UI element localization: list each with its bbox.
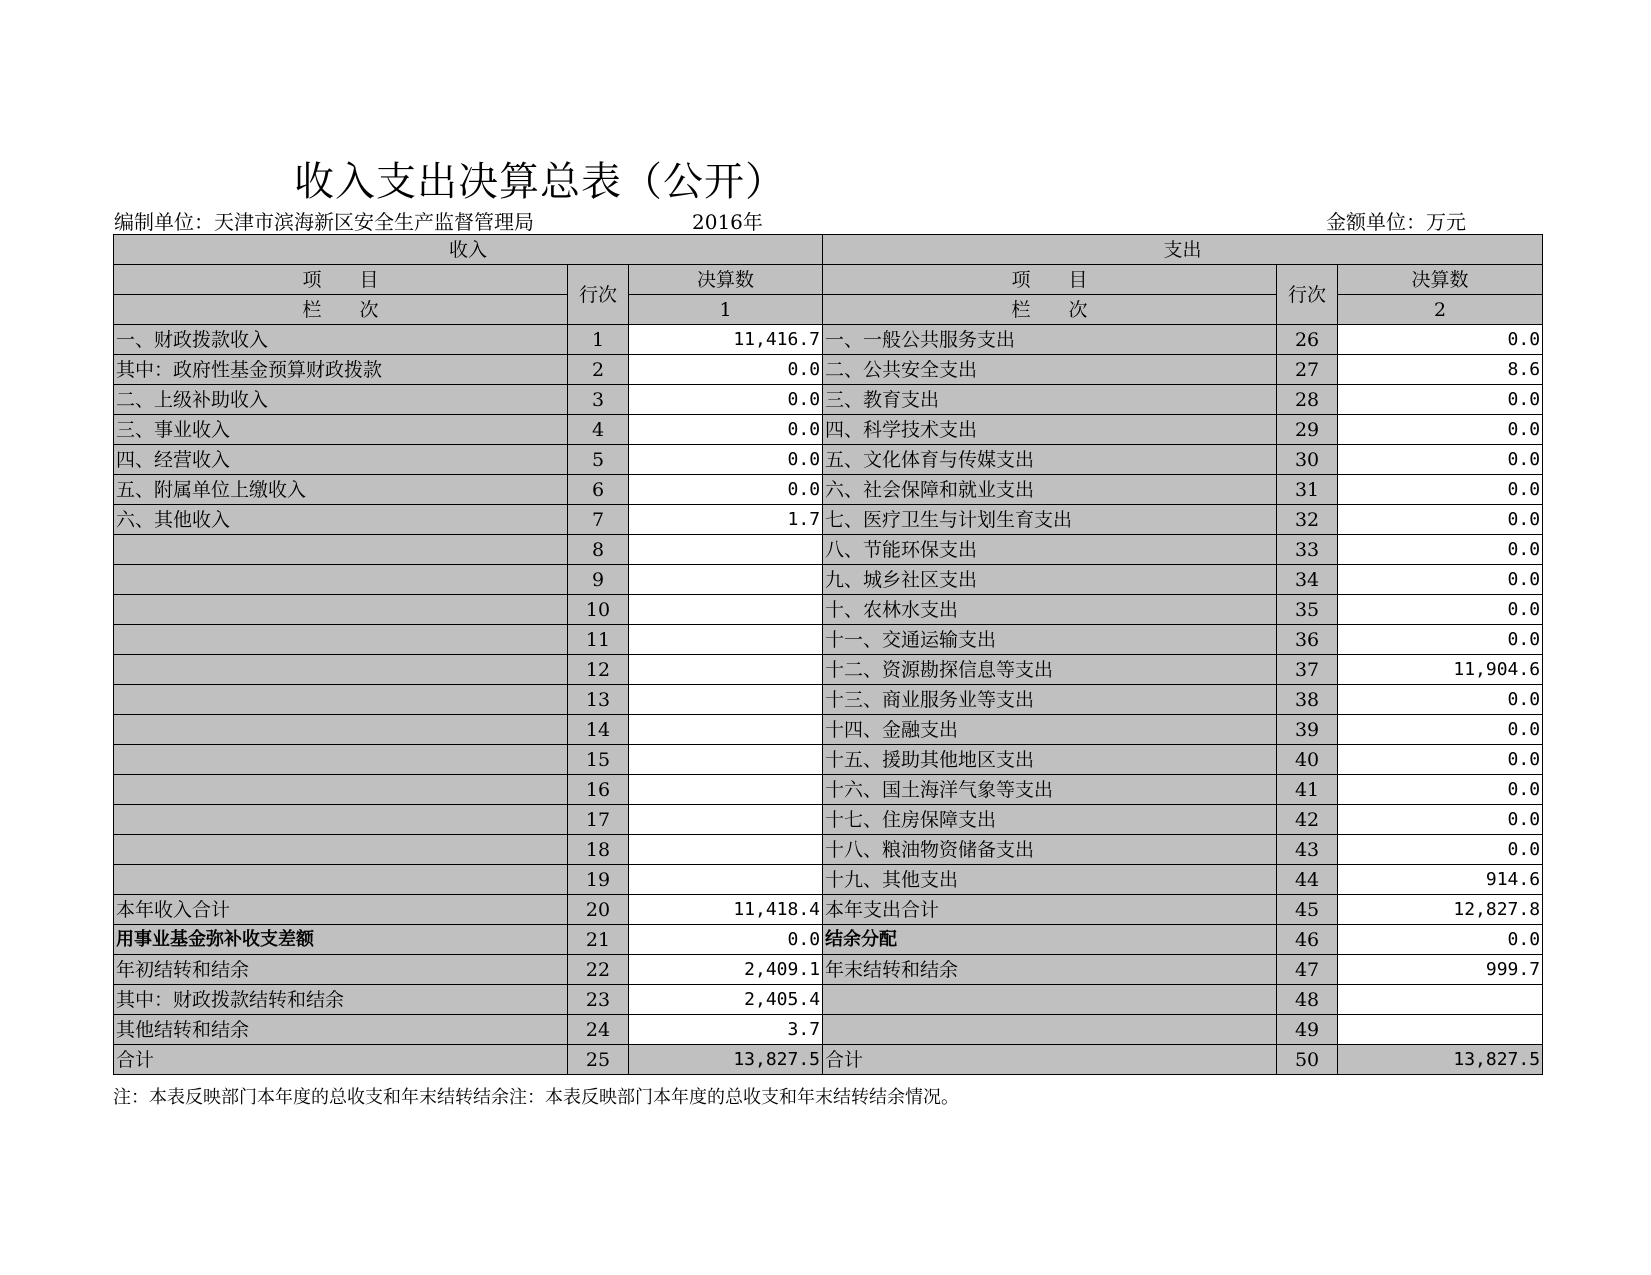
reporting-unit: 编制单位：天津市滨海新区安全生产监督管理局	[114, 210, 534, 234]
table-row	[114, 955, 1543, 985]
table-row	[114, 445, 1543, 475]
income-item-label	[114, 595, 568, 625]
income-amount	[629, 595, 823, 625]
income-item-header: 项 目	[114, 265, 568, 295]
income-amount: 0.0	[629, 445, 823, 475]
table-row	[114, 745, 1543, 775]
income-amount	[629, 805, 823, 835]
income-item-label: 二、上级补助收入	[114, 385, 568, 415]
expense-row-no: 32	[1277, 505, 1338, 535]
expense-lane-header: 栏 次	[823, 295, 1277, 325]
income-amount	[629, 835, 823, 865]
table-row	[114, 1015, 1543, 1045]
income-row-no: 22	[568, 955, 629, 985]
expense-item-label: 年末结转和结余	[823, 955, 1277, 985]
income-item-label: 合计	[114, 1045, 568, 1075]
expense-amount: 8.6	[1338, 355, 1543, 385]
income-row-no: 18	[568, 835, 629, 865]
income-row-no: 20	[568, 895, 629, 925]
income-amount: 11,416.7	[629, 325, 823, 355]
income-row-no: 7	[568, 505, 629, 535]
expense-item-label: 二、公共安全支出	[823, 355, 1277, 385]
expense-item-label: 九、城乡社区支出	[823, 565, 1277, 595]
income-row-no: 17	[568, 805, 629, 835]
income-amount-header: 决算数	[629, 265, 823, 295]
expense-amount	[1338, 985, 1543, 1015]
expense-row-no: 37	[1277, 655, 1338, 685]
income-amount: 0.0	[629, 475, 823, 505]
income-item-label: 本年收入合计	[114, 895, 568, 925]
expense-amount: 0.0	[1338, 565, 1543, 595]
expense-item-label: 五、文化体育与传媒支出	[823, 445, 1277, 475]
income-amount: 0.0	[629, 925, 823, 955]
income-row-no: 5	[568, 445, 629, 475]
expense-amount: 0.0	[1338, 445, 1543, 475]
expense-amount: 0.0	[1338, 685, 1543, 715]
expense-item-label: 结余分配	[823, 925, 1277, 955]
income-row-no: 24	[568, 1015, 629, 1045]
expense-item-label: 十三、商业服务业等支出	[823, 685, 1277, 715]
income-row-no: 16	[568, 775, 629, 805]
table-row	[114, 595, 1543, 625]
income-row-no: 6	[568, 475, 629, 505]
expense-amount: 0.0	[1338, 535, 1543, 565]
expense-item-label: 十二、资源勘探信息等支出	[823, 655, 1277, 685]
expense-row-no: 41	[1277, 775, 1338, 805]
expense-row-no: 29	[1277, 415, 1338, 445]
income-amount	[629, 775, 823, 805]
expense-item-header: 项 目	[823, 265, 1277, 295]
expense-amount: 0.0	[1338, 595, 1543, 625]
expense-row-no: 31	[1277, 475, 1338, 505]
income-item-label: 五、附属单位上缴收入	[114, 475, 568, 505]
income-row-no: 8	[568, 535, 629, 565]
income-row-no: 19	[568, 865, 629, 895]
income-col-no: 1	[629, 295, 823, 325]
expense-item-label: 十、农林水支出	[823, 595, 1277, 625]
expense-row-no: 39	[1277, 715, 1338, 745]
table-row	[114, 565, 1543, 595]
income-item-label: 其他结转和结余	[114, 1015, 568, 1045]
expense-row-no: 26	[1277, 325, 1338, 355]
expense-row-no: 43	[1277, 835, 1338, 865]
table-row	[114, 985, 1543, 1015]
expense-row-no: 36	[1277, 625, 1338, 655]
expense-item-label: 十八、粮油物资储备支出	[823, 835, 1277, 865]
table-row	[114, 475, 1543, 505]
expense-amount: 0.0	[1338, 925, 1543, 955]
income-item-label: 一、财政拨款收入	[114, 325, 568, 355]
expense-amount: 0.0	[1338, 415, 1543, 445]
income-amount: 2,409.1	[629, 955, 823, 985]
expense-amount: 0.0	[1338, 325, 1543, 355]
income-amount: 11,418.4	[629, 895, 823, 925]
income-amount	[629, 655, 823, 685]
income-amount: 0.0	[629, 415, 823, 445]
income-lane-header: 栏 次	[114, 295, 568, 325]
income-amount	[629, 865, 823, 895]
income-amount	[629, 685, 823, 715]
expense-row-no: 33	[1277, 535, 1338, 565]
table-row	[114, 805, 1543, 835]
expense-amount	[1338, 1015, 1543, 1045]
report-year: 2016年	[692, 210, 763, 234]
income-item-label	[114, 685, 568, 715]
income-row-no: 9	[568, 565, 629, 595]
expense-col-no: 2	[1338, 295, 1543, 325]
income-row-no: 23	[568, 985, 629, 1015]
table-row	[114, 385, 1543, 415]
expense-amount: 13,827.5	[1338, 1045, 1543, 1075]
income-item-label	[114, 535, 568, 565]
expense-row-no: 30	[1277, 445, 1338, 475]
table-row	[114, 655, 1543, 685]
expense-row-no: 40	[1277, 745, 1338, 775]
income-item-label	[114, 835, 568, 865]
income-item-label: 六、其他收入	[114, 505, 568, 535]
income-row-no: 11	[568, 625, 629, 655]
expense-item-label: 本年支出合计	[823, 895, 1277, 925]
expense-item-label: 十一、交通运输支出	[823, 625, 1277, 655]
table-row	[114, 835, 1543, 865]
expense-row-no: 49	[1277, 1015, 1338, 1045]
income-item-label	[114, 655, 568, 685]
expense-amount: 0.0	[1338, 835, 1543, 865]
expense-amount: 0.0	[1338, 505, 1543, 535]
income-row-no: 13	[568, 685, 629, 715]
income-item-label	[114, 715, 568, 745]
income-item-label	[114, 805, 568, 835]
income-expense-table	[113, 234, 1543, 1075]
page-title: 收入支出决算总表（公开）	[294, 159, 786, 205]
income-row-no: 4	[568, 415, 629, 445]
expense-amount: 999.7	[1338, 955, 1543, 985]
table-row	[114, 535, 1543, 565]
header-row-columns	[114, 265, 1543, 295]
income-amount: 0.0	[629, 385, 823, 415]
expense-row-no: 28	[1277, 385, 1338, 415]
expense-item-label: 十四、金融支出	[823, 715, 1277, 745]
expense-amount-header: 决算数	[1338, 265, 1543, 295]
table-row	[114, 685, 1543, 715]
expense-amount: 12,827.8	[1338, 895, 1543, 925]
income-item-label	[114, 625, 568, 655]
expense-amount: 0.0	[1338, 775, 1543, 805]
income-item-label: 年初结转和结余	[114, 955, 568, 985]
income-item-label	[114, 775, 568, 805]
expense-item-label: 四、科学技术支出	[823, 415, 1277, 445]
expense-item-label: 八、节能环保支出	[823, 535, 1277, 565]
income-amount	[629, 745, 823, 775]
table-row	[114, 325, 1543, 355]
income-amount: 2,405.4	[629, 985, 823, 1015]
income-amount: 0.0	[629, 355, 823, 385]
income-amount: 13,827.5	[629, 1045, 823, 1075]
amount-unit: 金额单位：万元	[1326, 210, 1466, 234]
expense-row-no: 50	[1277, 1045, 1338, 1075]
expense-row-no: 42	[1277, 805, 1338, 835]
expense-amount: 0.0	[1338, 475, 1543, 505]
income-item-label	[114, 865, 568, 895]
expense-row-no: 45	[1277, 895, 1338, 925]
table-row	[114, 865, 1543, 895]
table-row	[114, 505, 1543, 535]
income-row-no-header: 行次	[568, 265, 629, 325]
expense-amount: 0.0	[1338, 805, 1543, 835]
expense-row-no: 34	[1277, 565, 1338, 595]
expense-row-no: 48	[1277, 985, 1338, 1015]
expense-item-label: 十六、国土海洋气象等支出	[823, 775, 1277, 805]
expense-row-no: 46	[1277, 925, 1338, 955]
table-row	[114, 775, 1543, 805]
header-row-section	[114, 235, 1543, 265]
expense-item-label	[823, 1015, 1277, 1045]
table-row	[114, 1045, 1543, 1075]
income-row-no: 2	[568, 355, 629, 385]
income-amount	[629, 625, 823, 655]
expense-item-label: 合计	[823, 1045, 1277, 1075]
expense-item-label: 一、一般公共服务支出	[823, 325, 1277, 355]
expense-row-no: 44	[1277, 865, 1338, 895]
income-item-label: 其中：政府性基金预算财政拨款	[114, 355, 568, 385]
expense-row-no: 35	[1277, 595, 1338, 625]
expense-amount: 11,904.6	[1338, 655, 1543, 685]
table-row	[114, 925, 1543, 955]
income-item-label: 四、经营收入	[114, 445, 568, 475]
table-row	[114, 715, 1543, 745]
income-amount	[629, 535, 823, 565]
expense-row-no: 38	[1277, 685, 1338, 715]
expense-item-label: 十七、住房保障支出	[823, 805, 1277, 835]
income-item-label: 三、事业收入	[114, 415, 568, 445]
table-row	[114, 415, 1543, 445]
income-item-label: 用事业基金弥补收支差额	[114, 925, 568, 955]
income-item-label	[114, 565, 568, 595]
income-amount: 3.7	[629, 1015, 823, 1045]
table-row	[114, 355, 1543, 385]
income-header: 收入	[114, 235, 823, 265]
table-row	[114, 895, 1543, 925]
income-row-no: 25	[568, 1045, 629, 1075]
income-amount	[629, 715, 823, 745]
expense-row-no: 47	[1277, 955, 1338, 985]
income-amount	[629, 565, 823, 595]
income-item-label: 其中：财政拨款结转和结余	[114, 985, 568, 1015]
expense-item-label: 三、教育支出	[823, 385, 1277, 415]
expense-item-label: 七、医疗卫生与计划生育支出	[823, 505, 1277, 535]
expense-amount: 914.6	[1338, 865, 1543, 895]
income-row-no: 3	[568, 385, 629, 415]
income-row-no: 10	[568, 595, 629, 625]
expense-item-label: 六、社会保障和就业支出	[823, 475, 1277, 505]
expense-amount: 0.0	[1338, 745, 1543, 775]
expense-amount: 0.0	[1338, 715, 1543, 745]
expense-amount: 0.0	[1338, 385, 1543, 415]
footnote: 注：本表反映部门本年度的总收支和年末结转结余注：本表反映部门本年度的总收支和年末结转结余情况。	[113, 1087, 959, 1108]
expense-header: 支出	[823, 235, 1543, 265]
income-amount: 1.7	[629, 505, 823, 535]
income-item-label	[114, 745, 568, 775]
table-row	[114, 625, 1543, 655]
expense-item-label: 十九、其他支出	[823, 865, 1277, 895]
expense-amount: 0.0	[1338, 625, 1543, 655]
income-row-no: 12	[568, 655, 629, 685]
income-row-no: 14	[568, 715, 629, 745]
income-row-no: 15	[568, 745, 629, 775]
expense-row-no: 27	[1277, 355, 1338, 385]
expense-row-no-header: 行次	[1277, 265, 1338, 325]
income-row-no: 1	[568, 325, 629, 355]
expense-item-label	[823, 985, 1277, 1015]
expense-item-label: 十五、援助其他地区支出	[823, 745, 1277, 775]
income-row-no: 21	[568, 925, 629, 955]
